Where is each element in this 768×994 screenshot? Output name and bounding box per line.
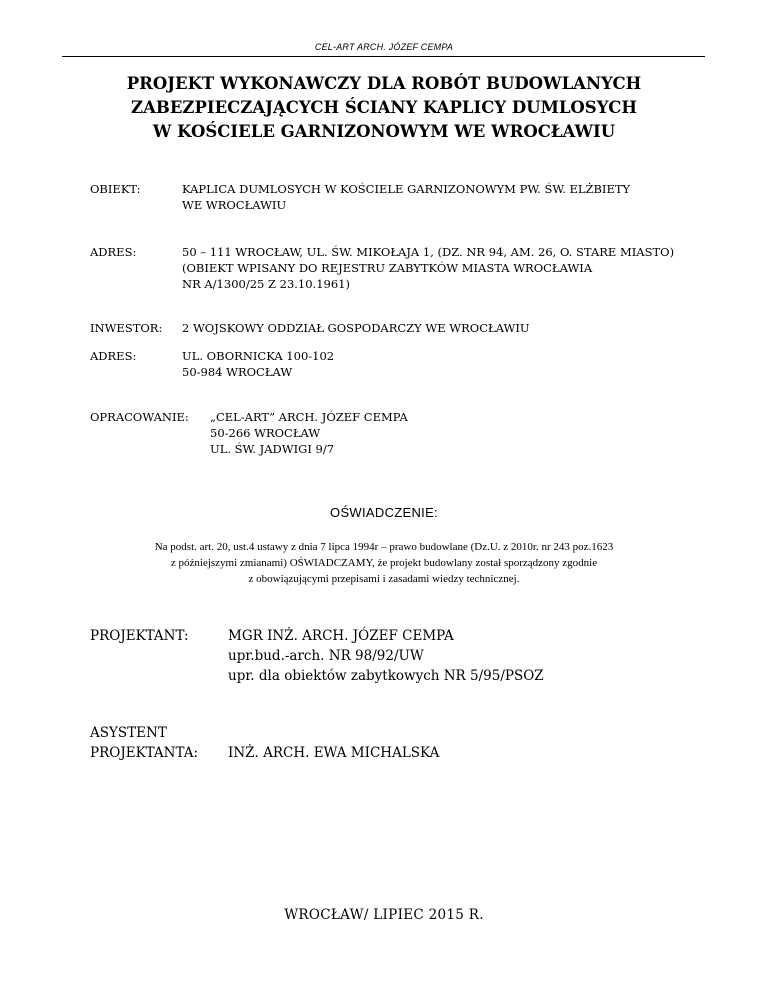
statement-line-3: z obowiązującymi przepisami i zasadami wiedzy technicznej.: [248, 573, 520, 585]
asystent-value: INŻ. ARCH. EWA MICHALSKA: [228, 745, 440, 761]
opracowanie-value: [210, 409, 408, 457]
document-title: [40, 72, 728, 144]
header-divider: [62, 56, 705, 57]
adres-obiektu-value: [182, 244, 674, 292]
adres-inwestora-line-2: 50-984 WROCŁAW: [182, 365, 293, 379]
asystent-label-line-1: ASYSTENT: [90, 725, 167, 741]
opracowanie-line-1: „CEL-ART” ARCH. JÓZEF CEMPA: [210, 410, 408, 424]
obiekt-value: [182, 181, 630, 213]
adres-inwestora-value: [182, 348, 334, 380]
obiekt-line-1: KAPLICA DUMLOSYCH W KOŚCIELE GARNIZONOWYM PW. ŚW. ELŻBIETY: [182, 182, 631, 196]
title-line-2: ZABEZPIECZAJĄCYCH ŚCIANY KAPLICY DUMLOSYCH: [131, 98, 637, 117]
adres-obiektu-line-2: (OBIEKT WPISANY DO REJESTRU ZABYTKÓW MIASTA WROCŁAWIA: [182, 261, 593, 275]
asystent-label-line-2: PROJEKTANTA:: [90, 745, 199, 761]
inwestor-label: INWESTOR:: [90, 321, 163, 335]
adres-obiektu-label: ADRES:: [90, 245, 137, 259]
title-line-3: W KOŚCIELE GARNIZONOWYM WE WROCŁAWIU: [152, 122, 616, 141]
adres-obiektu-line-3: NR A/1300/25 Z 23.10.1961): [182, 277, 350, 291]
asystent-label: [90, 723, 198, 763]
opracowanie-line-2: 50-266 WROCŁAW: [210, 426, 321, 440]
projektant-value: [228, 626, 544, 686]
opracowanie-label: OPRACOWANIE:: [90, 410, 189, 424]
obiekt-line-2: WE WROCŁAWIU: [182, 198, 287, 212]
opracowanie-line-3: UL. ŚW. JADWIGI 9/7: [210, 442, 335, 456]
title-line-1: PROJEKT WYKONAWCZY DLA ROBÓT BUDOWLANYCH: [126, 74, 642, 93]
adres-obiektu-line-1: 50 – 111 WROCŁAW, UL. ŚW. MIKOŁAJA 1, (DZ. NR 94, AM. 26, O. STARE MIASTO): [182, 245, 675, 259]
statement-heading: OŚWIADCZENIE:: [330, 505, 438, 520]
adres-inwestora-line-1: UL. OBORNICKA 100-102: [182, 349, 335, 363]
page-header: CEL-ART ARCH. JÓZEF CEMPA: [314, 42, 454, 52]
statement-line-1: Na podst. art. 20, ust.4 ustawy z dnia 7 lipca 1994r – prawo budowlane (Dz.U. z 2010r. nr 243 poz.1623: [154, 541, 614, 553]
adres-inwestora-label: ADRES:: [90, 349, 137, 363]
projektant-label: PROJEKTANT:: [90, 628, 189, 644]
statement-body: [60, 539, 708, 587]
statement-line-2: z późniejszymi zmianami) OŚWIADCZAMY, że projekt budowlany został sporządzony zgodnie: [170, 557, 598, 569]
inwestor-value: 2 WOJSKOWY ODDZIAŁ GOSPODARCZY WE WROCŁAWIU: [182, 321, 530, 335]
projektant-line-3: upr. dla obiektów zabytkowych NR 5/95/PSOZ: [228, 668, 544, 684]
obiekt-label: OBIEKT:: [90, 182, 141, 196]
place-date-footer: WROCŁAW/ LIPIEC 2015 R.: [284, 907, 484, 923]
projektant-line-2: upr.bud.-arch. NR 98/92/UW: [228, 648, 424, 664]
projektant-line-1: MGR INŻ. ARCH. JÓZEF CEMPA: [228, 628, 454, 644]
